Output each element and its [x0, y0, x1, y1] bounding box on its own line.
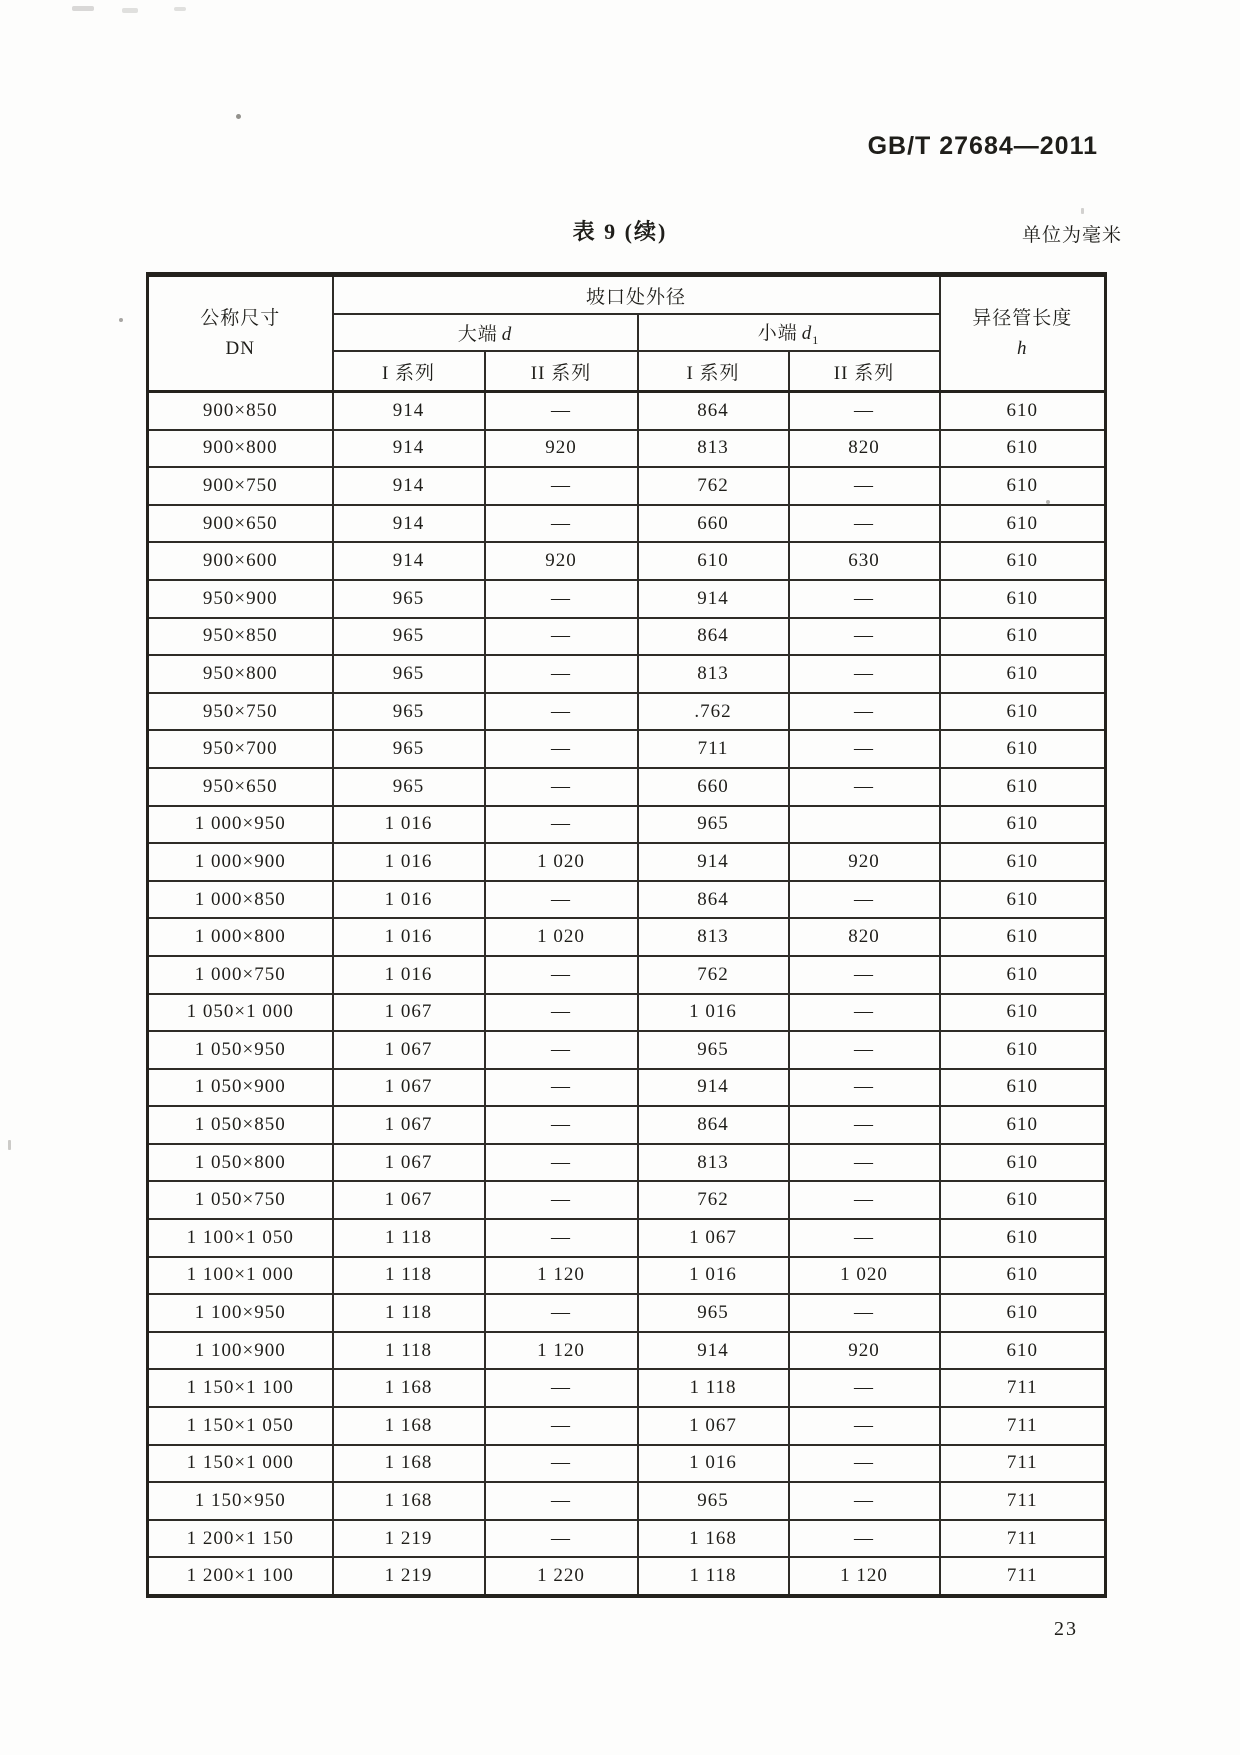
value-cell: 920 — [789, 1332, 940, 1370]
header-large-end — [333, 314, 638, 351]
value-cell: 864 — [638, 392, 789, 430]
table-row — [148, 1445, 1106, 1483]
value-cell: 1 118 — [638, 1369, 789, 1407]
value-cell: — — [485, 1219, 638, 1257]
scan-artifact — [122, 8, 138, 13]
table-row — [148, 994, 1106, 1032]
value-cell: 711 — [940, 1520, 1106, 1558]
table-row — [148, 1257, 1106, 1295]
value-cell: 1 067 — [333, 994, 485, 1032]
value-cell: 610 — [940, 467, 1106, 505]
value-cell: — — [789, 1482, 940, 1520]
value-cell: 610 — [940, 843, 1106, 881]
value-cell: — — [789, 1219, 940, 1257]
value-cell: — — [485, 1031, 638, 1069]
table-row — [148, 1219, 1106, 1257]
value-cell: 711 — [638, 730, 789, 768]
value-cell: — — [485, 1294, 638, 1332]
dn-cell: 900×600 — [148, 542, 333, 580]
scan-artifact — [236, 114, 241, 119]
value-cell: 1 118 — [333, 1219, 485, 1257]
header-small-end-symbol: d — [801, 322, 813, 344]
value-cell: — — [485, 580, 638, 618]
value-cell: 1 067 — [638, 1219, 789, 1257]
value-cell: 914 — [333, 467, 485, 505]
value-cell: — — [789, 580, 940, 618]
value-cell: — — [789, 505, 940, 543]
dn-cell: 1 200×1 100 — [148, 1557, 333, 1596]
value-cell: .762 — [638, 693, 789, 731]
value-cell: 610 — [940, 693, 1106, 731]
table-row — [148, 1181, 1106, 1219]
page-number: 23 — [1054, 1618, 1078, 1640]
value-cell: — — [485, 1369, 638, 1407]
value-cell: 820 — [789, 918, 940, 956]
value-cell: 1 220 — [485, 1557, 638, 1596]
value-cell: — — [789, 655, 940, 693]
value-cell: 1 118 — [333, 1257, 485, 1295]
value-cell: 610 — [940, 430, 1106, 468]
scan-artifact — [72, 6, 94, 11]
dn-cell: 1 050×750 — [148, 1181, 333, 1219]
value-cell: — — [789, 467, 940, 505]
value-cell: 965 — [333, 580, 485, 618]
value-cell: — — [485, 806, 638, 844]
value-cell: — — [789, 1369, 940, 1407]
value-cell: 1 016 — [333, 956, 485, 994]
value-cell: 610 — [940, 655, 1106, 693]
value-cell: — — [485, 693, 638, 731]
value-cell: — — [485, 1520, 638, 1558]
dn-cell: 1 000×850 — [148, 881, 333, 919]
header-reducer-length-symbol: h — [1017, 337, 1028, 359]
value-cell: 660 — [638, 768, 789, 806]
dn-cell: 950×650 — [148, 768, 333, 806]
value-cell: 1 168 — [638, 1520, 789, 1558]
value-cell: 1 118 — [638, 1557, 789, 1596]
scan-artifact — [1081, 208, 1084, 214]
table-row — [148, 580, 1106, 618]
dn-cell: 1 050×1 000 — [148, 994, 333, 1032]
value-cell: 610 — [940, 1219, 1106, 1257]
value-cell: 711 — [940, 1482, 1106, 1520]
header-nominal-size — [148, 275, 333, 392]
value-cell: 1 120 — [485, 1332, 638, 1370]
value-cell: 914 — [638, 843, 789, 881]
value-cell: 914 — [333, 430, 485, 468]
table-row — [148, 655, 1106, 693]
value-cell: — — [789, 392, 940, 430]
scan-artifact — [119, 318, 123, 322]
header-nominal-size-symbol: DN — [225, 337, 255, 359]
value-cell: 864 — [638, 1106, 789, 1144]
value-cell: 1 016 — [333, 881, 485, 919]
dn-cell: 1 150×950 — [148, 1482, 333, 1520]
table-row — [148, 730, 1106, 768]
value-cell: — — [789, 1445, 940, 1483]
table-row — [148, 918, 1106, 956]
value-cell: 864 — [638, 881, 789, 919]
scan-artifact — [174, 7, 186, 11]
value-cell: 1 219 — [333, 1557, 485, 1596]
table-row — [148, 1407, 1106, 1445]
table-row — [148, 505, 1106, 543]
value-cell: — — [789, 1069, 940, 1107]
header-reducer-length — [940, 275, 1106, 392]
value-cell: — — [485, 392, 638, 430]
value-cell: 1 067 — [333, 1069, 485, 1107]
value-cell: 610 — [940, 881, 1106, 919]
value-cell: — — [789, 730, 940, 768]
value-cell: — — [485, 1482, 638, 1520]
table-row — [148, 1069, 1106, 1107]
dn-cell: 950×800 — [148, 655, 333, 693]
value-cell: 610 — [638, 542, 789, 580]
table-row — [148, 806, 1106, 844]
dn-cell: 900×800 — [148, 430, 333, 468]
value-cell: 1 219 — [333, 1520, 485, 1558]
value-cell: — — [789, 994, 940, 1032]
value-cell: — — [485, 1069, 638, 1107]
table-row — [148, 542, 1106, 580]
value-cell: 610 — [940, 956, 1106, 994]
table-row — [148, 1031, 1106, 1069]
header-small-end-subscript: 1 — [812, 332, 820, 347]
dn-cell: 1 100×900 — [148, 1332, 333, 1370]
value-cell: 1 168 — [333, 1407, 485, 1445]
header-small-end — [638, 314, 940, 351]
value-cell: 610 — [940, 580, 1106, 618]
value-cell: 813 — [638, 1144, 789, 1182]
dn-cell: 1 150×1 100 — [148, 1369, 333, 1407]
value-cell: — — [789, 618, 940, 656]
header-outer-diameter-group: 坡口处外径 — [333, 275, 940, 315]
value-cell: — — [789, 881, 940, 919]
dimensions-table — [146, 272, 1107, 1598]
value-cell: 711 — [940, 1407, 1106, 1445]
dn-cell: 1 050×800 — [148, 1144, 333, 1182]
value-cell: — — [485, 618, 638, 656]
value-cell: — — [789, 1144, 940, 1182]
value-cell: 1 016 — [333, 918, 485, 956]
table-row — [148, 881, 1106, 919]
value-cell: 1 016 — [638, 994, 789, 1032]
dn-cell: 1 100×950 — [148, 1294, 333, 1332]
dn-cell: 900×650 — [148, 505, 333, 543]
value-cell: 914 — [638, 1332, 789, 1370]
value-cell: 1 067 — [333, 1181, 485, 1219]
value-cell: 1 067 — [333, 1106, 485, 1144]
value-cell: 864 — [638, 618, 789, 656]
value-cell: 1 020 — [485, 918, 638, 956]
dn-cell: 1 150×1 000 — [148, 1445, 333, 1483]
table-row — [148, 1557, 1106, 1596]
value-cell: 965 — [333, 693, 485, 731]
value-cell: 1 118 — [333, 1332, 485, 1370]
value-cell: 914 — [638, 1069, 789, 1107]
dn-cell: 900×850 — [148, 392, 333, 430]
value-cell: 965 — [333, 768, 485, 806]
value-cell: 920 — [789, 843, 940, 881]
table-row — [148, 956, 1106, 994]
value-cell: — — [485, 1407, 638, 1445]
dn-cell: 1 100×1 050 — [148, 1219, 333, 1257]
table-row — [148, 1369, 1106, 1407]
header-small-end-series-i: I 系列 — [638, 351, 789, 392]
table-row — [148, 768, 1106, 806]
header-large-end-series-ii: II 系列 — [485, 351, 638, 392]
dn-cell: 1 000×800 — [148, 918, 333, 956]
value-cell: — — [485, 881, 638, 919]
dn-cell: 1 100×1 000 — [148, 1257, 333, 1295]
dn-cell: 1 050×850 — [148, 1106, 333, 1144]
dn-cell: 950×850 — [148, 618, 333, 656]
value-cell: 1 016 — [333, 806, 485, 844]
value-cell: 914 — [333, 505, 485, 543]
value-cell: 610 — [940, 618, 1106, 656]
value-cell: 610 — [940, 730, 1106, 768]
value-cell: — — [789, 1407, 940, 1445]
value-cell: 820 — [789, 430, 940, 468]
value-cell: — — [485, 768, 638, 806]
dn-cell: 950×750 — [148, 693, 333, 731]
value-cell: 711 — [940, 1445, 1106, 1483]
value-cell: 610 — [940, 542, 1106, 580]
value-cell: — — [485, 1106, 638, 1144]
header-reducer-length-label: 异径管长度 — [972, 308, 1073, 330]
table-title: 表 9 (续) — [572, 219, 668, 244]
value-cell: 610 — [940, 1332, 1106, 1370]
table-row — [148, 618, 1106, 656]
value-cell: 660 — [638, 505, 789, 543]
header-small-end-label: 小端 — [757, 322, 798, 344]
value-cell: 610 — [940, 392, 1106, 430]
value-cell — [789, 806, 940, 844]
value-cell: — — [485, 467, 638, 505]
dn-cell: 1 150×1 050 — [148, 1407, 333, 1445]
value-cell: — — [789, 1520, 940, 1558]
value-cell: — — [485, 1445, 638, 1483]
table-row — [148, 430, 1106, 468]
value-cell: 610 — [940, 1069, 1106, 1107]
value-cell: — — [789, 1031, 940, 1069]
table-row — [148, 1294, 1106, 1332]
value-cell: 813 — [638, 655, 789, 693]
value-cell: 610 — [940, 505, 1106, 543]
value-cell: 965 — [333, 618, 485, 656]
table-row — [148, 1106, 1106, 1144]
value-cell: 610 — [940, 918, 1106, 956]
table-row — [148, 467, 1106, 505]
value-cell: — — [485, 1144, 638, 1182]
value-cell: 965 — [638, 806, 789, 844]
table-row — [148, 1482, 1106, 1520]
dn-cell: 1 050×900 — [148, 1069, 333, 1107]
value-cell: 1 118 — [333, 1294, 485, 1332]
scan-artifact — [8, 1140, 11, 1150]
unit-note: 单位为毫米 — [1021, 225, 1122, 246]
value-cell: 610 — [940, 768, 1106, 806]
value-cell: 711 — [940, 1369, 1106, 1407]
value-cell: 762 — [638, 1181, 789, 1219]
value-cell: 965 — [638, 1031, 789, 1069]
value-cell: 1 120 — [789, 1557, 940, 1596]
dn-cell: 950×700 — [148, 730, 333, 768]
value-cell: 1 067 — [638, 1407, 789, 1445]
value-cell: — — [485, 956, 638, 994]
value-cell: 965 — [638, 1294, 789, 1332]
value-cell: 1 168 — [333, 1445, 485, 1483]
dn-cell: 1 200×1 150 — [148, 1520, 333, 1558]
value-cell: — — [789, 768, 940, 806]
value-cell: 1 016 — [638, 1257, 789, 1295]
dn-cell: 950×900 — [148, 580, 333, 618]
value-cell: — — [789, 1294, 940, 1332]
value-cell: 762 — [638, 467, 789, 505]
value-cell: 920 — [485, 542, 638, 580]
value-cell: 965 — [333, 730, 485, 768]
value-cell: 610 — [940, 1031, 1106, 1069]
value-cell: — — [789, 1181, 940, 1219]
value-cell: 610 — [940, 994, 1106, 1032]
table-row — [148, 1332, 1106, 1370]
value-cell: 610 — [940, 1181, 1106, 1219]
standard-code: GB/T 27684—2011 — [867, 132, 1098, 160]
value-cell: — — [485, 1181, 638, 1219]
value-cell: 1 020 — [485, 843, 638, 881]
table-row — [148, 1520, 1106, 1558]
value-cell: 610 — [940, 1294, 1106, 1332]
dn-cell: 1 050×950 — [148, 1031, 333, 1069]
value-cell: 920 — [485, 430, 638, 468]
value-cell: 1 020 — [789, 1257, 940, 1295]
value-cell: — — [789, 693, 940, 731]
table-row — [148, 1144, 1106, 1182]
value-cell: 914 — [333, 542, 485, 580]
header-nominal-size-label: 公称尺寸 — [200, 308, 281, 330]
table-row — [148, 392, 1106, 430]
table-row — [148, 693, 1106, 731]
value-cell: 630 — [789, 542, 940, 580]
value-cell: 762 — [638, 956, 789, 994]
value-cell: 965 — [333, 655, 485, 693]
value-cell: 610 — [940, 1106, 1106, 1144]
value-cell: — — [485, 994, 638, 1032]
value-cell: 914 — [638, 580, 789, 618]
value-cell: 1 067 — [333, 1144, 485, 1182]
dn-cell: 900×750 — [148, 467, 333, 505]
value-cell: — — [485, 505, 638, 543]
value-cell: — — [789, 1106, 940, 1144]
value-cell: 711 — [940, 1557, 1106, 1596]
dn-cell: 1 000×950 — [148, 806, 333, 844]
value-cell: 1 016 — [638, 1445, 789, 1483]
dn-cell: 1 000×900 — [148, 843, 333, 881]
value-cell: — — [485, 655, 638, 693]
table-row — [148, 843, 1106, 881]
value-cell: 1 168 — [333, 1482, 485, 1520]
value-cell: 1 016 — [333, 843, 485, 881]
value-cell: 1 168 — [333, 1369, 485, 1407]
value-cell: — — [789, 956, 940, 994]
value-cell: 610 — [940, 806, 1106, 844]
table-body — [148, 392, 1106, 1597]
value-cell: 813 — [638, 918, 789, 956]
value-cell: 610 — [940, 1257, 1106, 1295]
header-large-end-series-i: I 系列 — [333, 351, 485, 392]
table-header — [148, 275, 1106, 392]
value-cell: 914 — [333, 392, 485, 430]
value-cell: 965 — [638, 1482, 789, 1520]
value-cell: 1 120 — [485, 1257, 638, 1295]
header-large-end-label: 大端 — [457, 324, 498, 345]
header-large-end-symbol: d — [501, 324, 513, 345]
value-cell: 1 067 — [333, 1031, 485, 1069]
value-cell: — — [485, 730, 638, 768]
header-small-end-series-ii: II 系列 — [789, 351, 940, 392]
dn-cell: 1 000×750 — [148, 956, 333, 994]
value-cell: 610 — [940, 1144, 1106, 1182]
value-cell: 813 — [638, 430, 789, 468]
